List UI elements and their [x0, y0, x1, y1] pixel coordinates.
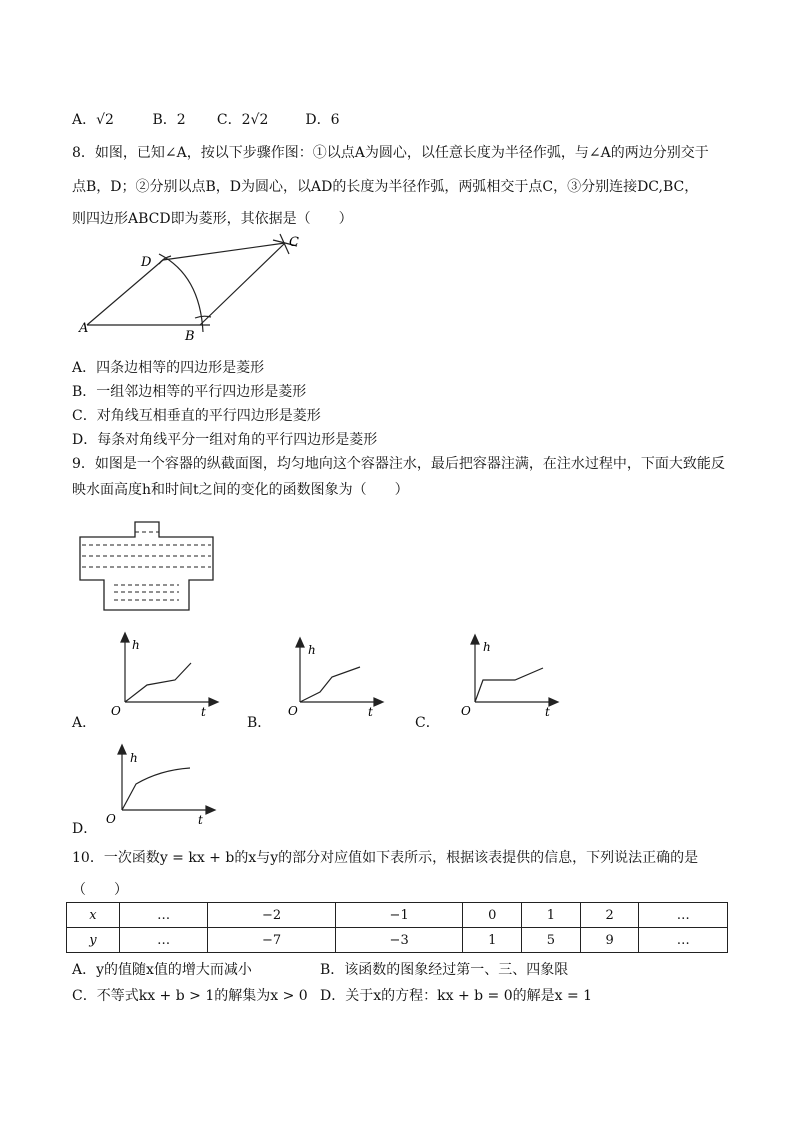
q10-option-b: B．该函数的图象经过第一、三、四象限 [320, 962, 569, 978]
q9-graph-b-origin: O [288, 704, 298, 718]
table-cell: 1 [522, 903, 581, 928]
q9-graph-a-origin: O [111, 704, 121, 718]
table-cell: y [67, 928, 120, 953]
q9-graph-d-origin: O [106, 812, 116, 826]
q9-container-figure [74, 520, 219, 615]
table-row-x [67, 903, 728, 928]
table-cell: … [119, 903, 208, 928]
table-cell: … [639, 928, 728, 953]
q8-option-b: B．一组邻边相等的平行四边形是菱形 [72, 384, 307, 400]
q8-option-d: D．每条对角线平分一组对角的平行四边形是菱形 [72, 432, 378, 448]
table-cell: x [67, 903, 120, 928]
table-cell: … [119, 928, 208, 953]
q9-graph-d-t-label: t [198, 813, 203, 827]
table-row-y [67, 928, 728, 953]
q7-options [72, 110, 340, 130]
q9-graph-c-origin: O [461, 704, 471, 718]
table-cell: 5 [522, 928, 581, 953]
q9-graph-d-h-label: h [130, 751, 138, 765]
q8-label-a: A [79, 321, 89, 336]
q10-option-d: D．关于x的方程：kx + b = 0的解是x = 1 [320, 988, 593, 1004]
q8-option-c: C．对角线互相垂直的平行四边形是菱形 [72, 408, 321, 424]
q10-value-table [66, 902, 728, 953]
q9-stem-line2: 映水面高度h和时间t之间的变化的函数图象为（ ） [72, 482, 409, 498]
q9-graph-c [455, 632, 565, 720]
q9-graph-c-h-label: h [483, 640, 491, 654]
q10-option-a: A．y的值随x值的增大而减小 [72, 962, 252, 978]
q9-graph-d [100, 740, 225, 828]
q9-graph-a-h-label: h [132, 638, 140, 652]
q9-option-a-label: A． [72, 715, 97, 731]
q9-graph-b-t-label: t [368, 705, 373, 719]
q9-graph-b-h-label: h [308, 643, 316, 657]
q7-option-d: D．6 [305, 112, 340, 128]
q8-label-d: D [141, 255, 152, 270]
table-cell: −7 [208, 928, 336, 953]
table-cell: 0 [463, 903, 522, 928]
q7-option-b: B．2 [152, 112, 186, 128]
q9-graph-a [105, 630, 225, 720]
table-cell: 1 [463, 928, 522, 953]
table-cell: 9 [580, 928, 639, 953]
q9-option-d-label: D． [72, 821, 98, 837]
q9-graph-c-t-label: t [545, 705, 550, 719]
q9-option-b-label: B． [247, 715, 272, 731]
table-cell: … [639, 903, 728, 928]
q10-stem-line2: （ ） [72, 882, 128, 898]
q10-option-c: C．不等式kx + b > 1的解集为x > 0 [72, 988, 308, 1004]
q7-option-c: C．2√2 [216, 112, 269, 128]
q9-graph-a-t-label: t [201, 705, 206, 719]
q9-option-c-label: C． [415, 715, 440, 731]
q9-stem-line1: 9．如图是一个容器的纵截面图，均匀地向这个容器注水，最后把容器注满，在注水过程中，下面大致能反 [72, 456, 725, 472]
table-cell: −2 [208, 903, 336, 928]
table-cell: 2 [580, 903, 639, 928]
q8-label-b: B [185, 329, 195, 344]
q7-option-a: A．√2 [72, 112, 114, 128]
table-cell: −1 [335, 903, 463, 928]
q8-option-a: A．四条边相等的四边形是菱形 [72, 360, 265, 376]
q8-stem-line1: 8．如图，已知∠A，按以下步骤作图：①以点A为圆心，以任意长度为半径作弧，与∠A的两边分别交于 [72, 145, 709, 161]
q9-graph-b [280, 635, 390, 720]
table-cell: −3 [335, 928, 463, 953]
q10-stem-line1: 10．一次函数y = kx + b的x与y的部分对应值如下表所示，根据该表提供的信息，下列说法正确的是 [72, 850, 699, 866]
q8-label-c: C [289, 235, 299, 250]
q8-stem-line2: 点B，D；②分别以点B，D为圆心，以AD的长度为半径作弧，两弧相交于点C，③分别连接DC,BC， [72, 179, 699, 195]
q8-stem-line3: 则四边形ABCD即为菱形，其依据是（ ） [72, 211, 353, 227]
q8-rhombus-figure [75, 230, 315, 345]
